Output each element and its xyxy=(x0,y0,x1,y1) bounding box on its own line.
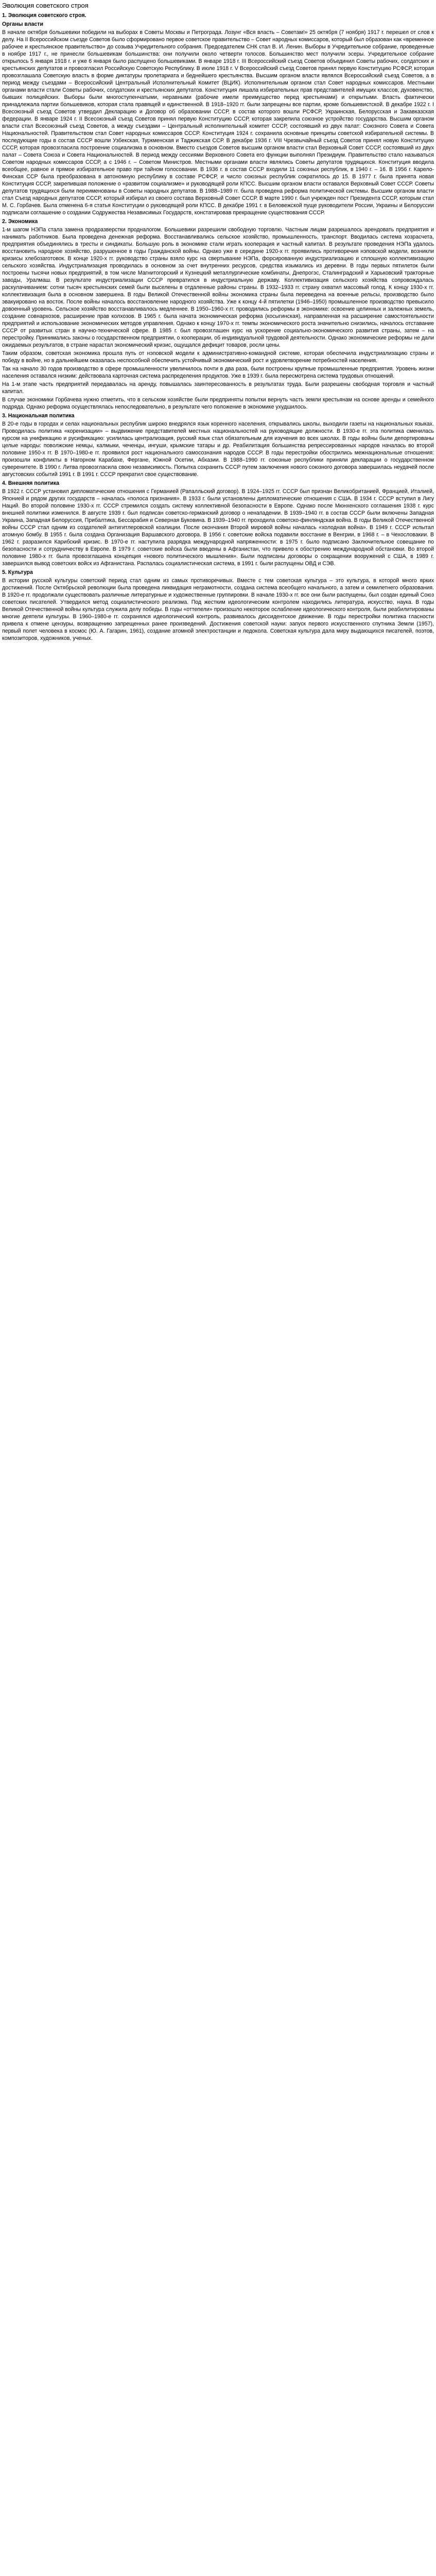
section-paragraph: Таким образом, советская экономика прошла путь от нэповской модели к административно-командной системе, которая обеспечила индустриализацию страны и победу в войне, но в дальнейшем оказалась неспособной обеспечить устойчивый экономический рост и удовлетворение потребностей населения. xyxy=(2,350,434,364)
section-heading: 2. Экономика xyxy=(2,218,38,225)
section-paragraph: На 1-м этапе часть предприятий передавалась на аренду, повышалась заинтересованность в результатах труда. Были разрешены свободная торговля и частный капитал. xyxy=(2,381,434,395)
section-heading: 5. Культура xyxy=(2,569,33,575)
section-paragraph: В истории русской культуры советский период стал одним из самых противоречивых. Вместе с тем советская культура – это культура, в которой много ярких достижений. После Октябрьской революции была проведена ликвидация неграмотности, создана система всеобщего начального, а затем и семилетнего образования. В 1920-е гг. продолжали существовать различные литературные и художественные группировки. В начале 1930-х гг. все они были распущены, был создан единый Союз советских писателей. Утвердился метод социалистического реализма. Под жестким идеологическим контролем находились литература, искусство, наука. В годы Великой Отечественной войны культура служила делу победы. В годы «оттепели» произошло некоторое ослабление идеологического контроля, были реабилитированы многие деятели культуры. В 1960–1980-е гг. сохранялся идеологический контроль, развивалось диссидентское движение. В годы перестройки политика гласности привела к отмене цензуры, возвращению запрещенных ранее произведений. Достижения советской науки: запуск первого искусственного спутника Земли (1957), первый полет человека в космос (Ю. А. Гагарин, 1961), создание атомной электростанции и ледокола. Советская культура дала миру выдающихся писателей, поэтов, композиторов, художников, ученых. xyxy=(2,578,434,641)
section-heading: 4. Внешняя политика xyxy=(2,480,59,486)
document-body xyxy=(2,12,434,642)
section-paragraph: В случае экономики Горбачева нужно отметить, что в сельском хозяйстве были предприняты попытки вернуть часть земли крестьянам на основе аренды и семейного подряда. Однако реформа осуществлялась непоследовательно, в результате чего положение в экономике ухудшилось. xyxy=(2,397,434,410)
section-paragraph: В 1922 г. СССР установил дипломатические отношения с Германией (Рапалльский договор). В 1924–1925 гг. СССР был признан Великобританией, Францией, Италией, Японией и рядом других государств – началась «полоса признания». В 1933 г. были установлены дипломатические отношения с США. В 1934 г. СССР вступил в Лигу Наций. Во второй половине 1930-х гг. СССР стремился создать систему коллективной безопасности в Европе. Однако после Мюнхенского соглашения 1938 г. курс внешней политики изменился. В августе 1939 г. был подписан советско-германский договор о ненападении. В 1939–1940 гг. в состав СССР были включены Западная Украина, Западная Белоруссия, Прибалтика, Бессарабия и Северная Буковина. В 1939–1940 гг. проходила советско-финляндская война. В годы Великой Отечественной войны СССР стал одним из создателей антигитлеровской коалиции. После окончания Второй мировой войны началась «холодная война». В 1949 г. СССР испытал атомную бомбу. В 1955 г. была создана Организация Варшавского договора. В 1956 г. советские войска подавили восстание в Венгрии, в 1968 г. – в Чехословакии. В 1962 г. разразился Карибский кризис. В 1970-е гг. наступила разрядка международной напряженности: в 1975 г. было подписано Заключительное совещание по безопасности и сотрудничеству в Европе. В 1979 г. советские войска были введены в Афганистан, что привело к обострению международной обстановки. Во второй половине 1980-х гг. была провозглашена концепция «нового политического мышления». Были подписаны договоры о сокращении вооружений с США, в 1989 г. завершился вывод советских войск из Афганистана. Распалась социалистическая система, в 1991 г. были распущены ОВД и СЭВ. xyxy=(2,488,434,567)
section-heading: Органы власти xyxy=(2,21,43,27)
section-heading: 3. Национальная политика xyxy=(2,413,75,419)
section-paragraph: Так на начало 30 годов производство в сфере промышленности увеличилось почти в два раза, были построены крупные промышленные предприятия. Уровень жизни населения оставался низким: действовала карточная система распределения продуктов. Уже в 1939 г. была пересмотрена система трудовых отношений. xyxy=(2,366,434,379)
document-page xyxy=(0,1,436,642)
section-paragraph: 1-м шагом НЭПа стала замена продразверстки продналогом. Большевики разрешили свободную торговлю. Частным лицам разрешалось арендовать предприятия и нанимать работников. Была проведена денежная реформа. Восстанавливались сельское хозяйство, промышленность, транспорт. Вводилась система хозрасчета, предприятия объединялись в тресты и синдикаты. Большую роль в экономике стали играть кооперация и частный капитал. В результате проведения НЭПа удалось восстановить народное хозяйство, разрушенное в годы Гражданской войны. Однако уже в середине 1920-х гг. проявились противоречия нэповской модели, возникли кризисы хлебозаготовок. В конце 1920-х гг. руководство страны взяло курс на свертывание НЭПа, форсированную индустриализацию и сплошную коллективизацию сельского хозяйства. Индустриализация проводилась в основном за счет внутренних ресурсов, средства изымались из деревни. В годы первых пятилеток были построены тысячи новых предприятий, в том числе Магнитогорский и Кузнецкий металлургические комбинаты, Днепрогэс, Сталинградский и Харьковский тракторные заводы, Уралмаш. В результате индустриализации СССР превратился в индустриальную державу. Коллективизация сельского хозяйства сопровождалась раскулачиванием: сотни тысяч крестьянских семей были выселены в отдаленные районы страны. В 1932–1933 гг. страну охватил массовый голод. К концу 1930-х гг. коллективизация была в основном завершена. В годы Великой Отечественной войны экономика страны была переведена на военные рельсы, производство было эвакуировано на восток. После войны началось восстановление народного хозяйства. Уже к концу 4-й пятилетки (1946–1950) промышленное производство превысило довоенный уровень. Сельское хозяйство восстанавливалось медленнее. В 1950–1960-х гг. проводились реформы в экономике: освоение целинных и залежных земель, создание совнархозов, расширение прав колхозов. В 1965 г. была начата экономическая реформа (косыгинская), направленная на расширение самостоятельности предприятий и использование экономических методов управления. Однако к концу 1970-х гг. темпы экономического роста значительно снизились, началось отставание СССР от развитых стран в научно-технической сфере. В 1985 г. был провозглашен курс на ускорение социально-экономического развития страны, затем – на перестройку. Принимались законы о государственном предприятии, о кооперации, об индивидуальной трудовой деятельности. Однако экономические реформы не дали ожидаемых результатов, в стране нарастал экономический кризис, ощущался дефицит товаров, росли цены. xyxy=(2,227,434,348)
section-paragraph: В начале октября большевики победили на выборах в Советы Москвы и Петрограда. Лозунг «Вся власть – Советам!» 25 октября (7 ноября) 1917 г. перешел от слов к делу. На II Всероссийском съезде Советов было сформировано первое советское правительство – Совет народных комиссаров, который был образован как «временное рабочее и крестьянское правительство» до созыва Учредительного собрания. Председателем СНК стал В. И. Ленин. Выборы в Учредительное собрание, проведенные в ноябре 1917 г., не принесли большевикам большинства: они получили около четверти голосов. Большинство мест получили эсеры. Учредительное собрание открылось 5 января 1918 г. и уже 6 января было распущено большевиками. В январе 1918 г. III Всероссийский съезд Советов объединил Советы рабочих, солдатских и крестьянских депутатов и провозгласил Российскую Советскую Республику. В июле 1918 г. V Всероссийский съезд Советов принял первую Конституцию РСФСР, которая провозглашала Советскую власть в форме диктатуры пролетариата и беднейшего крестьянства. Высшим органом власти являлся Всероссийский съезд Советов, а в период между съездами – Всероссийский Центральный Исполнительный Комитет (ВЦИК). Исполнительным органом стал Совет народных комиссаров. Местными органами власти стали Советы рабочих, солдатских и крестьянских депутатов. Конституция лишала избирательных прав представителей имущих классов, духовенство, бывших полицейских. Выборы были многоступенчатыми, неравными (рабочие имели преимущество перед крестьянами) и открытыми. Власть фактически принадлежала партии большевиков, которая стала правящей и единственной. В 1918–1920 гг. были запрещены все партии, кроме большевистской. В декабре 1922 г. I Всесоюзный съезд Советов утвердил Декларацию и Договор об образовании СССР, в состав которого вошли РСФСР, Украинская, Белорусская и Закавказская федерации. В январе 1924 г. II Всесоюзный съезд Советов принял первую Конституцию СССР, которая закрепила союзное устройство государства. Высшим органом власти стал Всесоюзный съезд Советов, а между съездами – Центральный исполнительный комитет СССР, состоявший из двух палат: Союзного Совета и Совета Национальностей. Правительством стал Совет народных комиссаров СССР. Конституция 1924 г. сохранила основные принципы советской избирательной системы. В последующие годы в состав СССР вошли Узбекская, Туркменская и Таджикская ССР. В декабре 1936 г. VIII Чрезвычайный съезд Советов принял новую Конституцию СССР, которая провозгласила построение социализма в основном. Вместо съездов Советов высшим органом власти стал Верховный Совет СССР, состоявший из двух палат – Совета Союза и Совета Национальностей. В период между сессиями Верховного Совета его функции выполнял Президиум. Правительство стало называться Советом народных комиссаров СССР, а с 1946 г. – Советом Министров. Местными органами власти являлись Советы депутатов трудящихся. Конституция вводила всеобщее, равное и прямое избирательное право при тайном голосовании. В 1936 г. в состав СССР входили 11 союзных республик, в 1940 г. – 16. В 1956 г. Карело-Финская ССР была преобразована в автономную республику в составе РСФСР, и число союзных республик сократилось до 15. В 1977 г. была принята новая Конституция СССР, закрепившая положение о «развитом социализме» и руководящей роли КПСС. Высшим органом власти оставался Верховный Совет СССР. Советы депутатов трудящихся были переименованы в Советы народных депутатов. В 1988–1989 гг. была проведена реформа политической системы. Высшим органом власти стал Съезд народных депутатов СССР, который избирал из своего состава Верховный Совет СССР. В марте 1990 г. был учрежден пост Президента СССР, которым стал М. С. Горбачев. Была отменена 6-я статья Конституции о руководящей роли КПСС. В декабре 1991 г. в Беловежской пуще руководители России, Украины и Белоруссии подписали соглашение о создании Содружества Независимых Государств, констатировав прекращение существования СССР. xyxy=(2,29,434,216)
section-paragraph: В 20-е годы в городах и селах национальных республик широко внедрялся язык коренного населения, открывались школы, выходили газеты на национальных языках. Проводилась политика «коренизации» – выдвижение представителей местных национальностей на руководящие должности. В 1930-е гг. эта политика сменилась курсом на унификацию и русификацию: усилилась централизация, русский язык стал обязательным для изучения во всех школах. В годы войны были депортированы целые народы: поволжские немцы, калмыки, чеченцы, ингуши, крымские татары и др. Реабилитация большинства репрессированных народов началась во второй половине 1950-х гг. В 1970–1980-е гг. проявился рост национального самосознания народов СССР. В годы перестройки обострились межнациональные отношения: произошли конфликты в Нагорном Карабахе, Фергане, Южной Осетии, Абхазии. В 1988–1990 гг. союзные республики приняли декларации о государственном суверенитете. В 1990 г. Литва провозгласила свою независимость. Попытка сохранить СССР путем заключения нового союзного договора завершилась неудачей после августовских событий 1991 г. В 1991 г. СССР прекратил свое существование. xyxy=(2,421,434,478)
section-heading: 1. Эволюция советского строя. xyxy=(2,12,86,19)
page-title: Эволюция советского строя xyxy=(2,2,89,9)
